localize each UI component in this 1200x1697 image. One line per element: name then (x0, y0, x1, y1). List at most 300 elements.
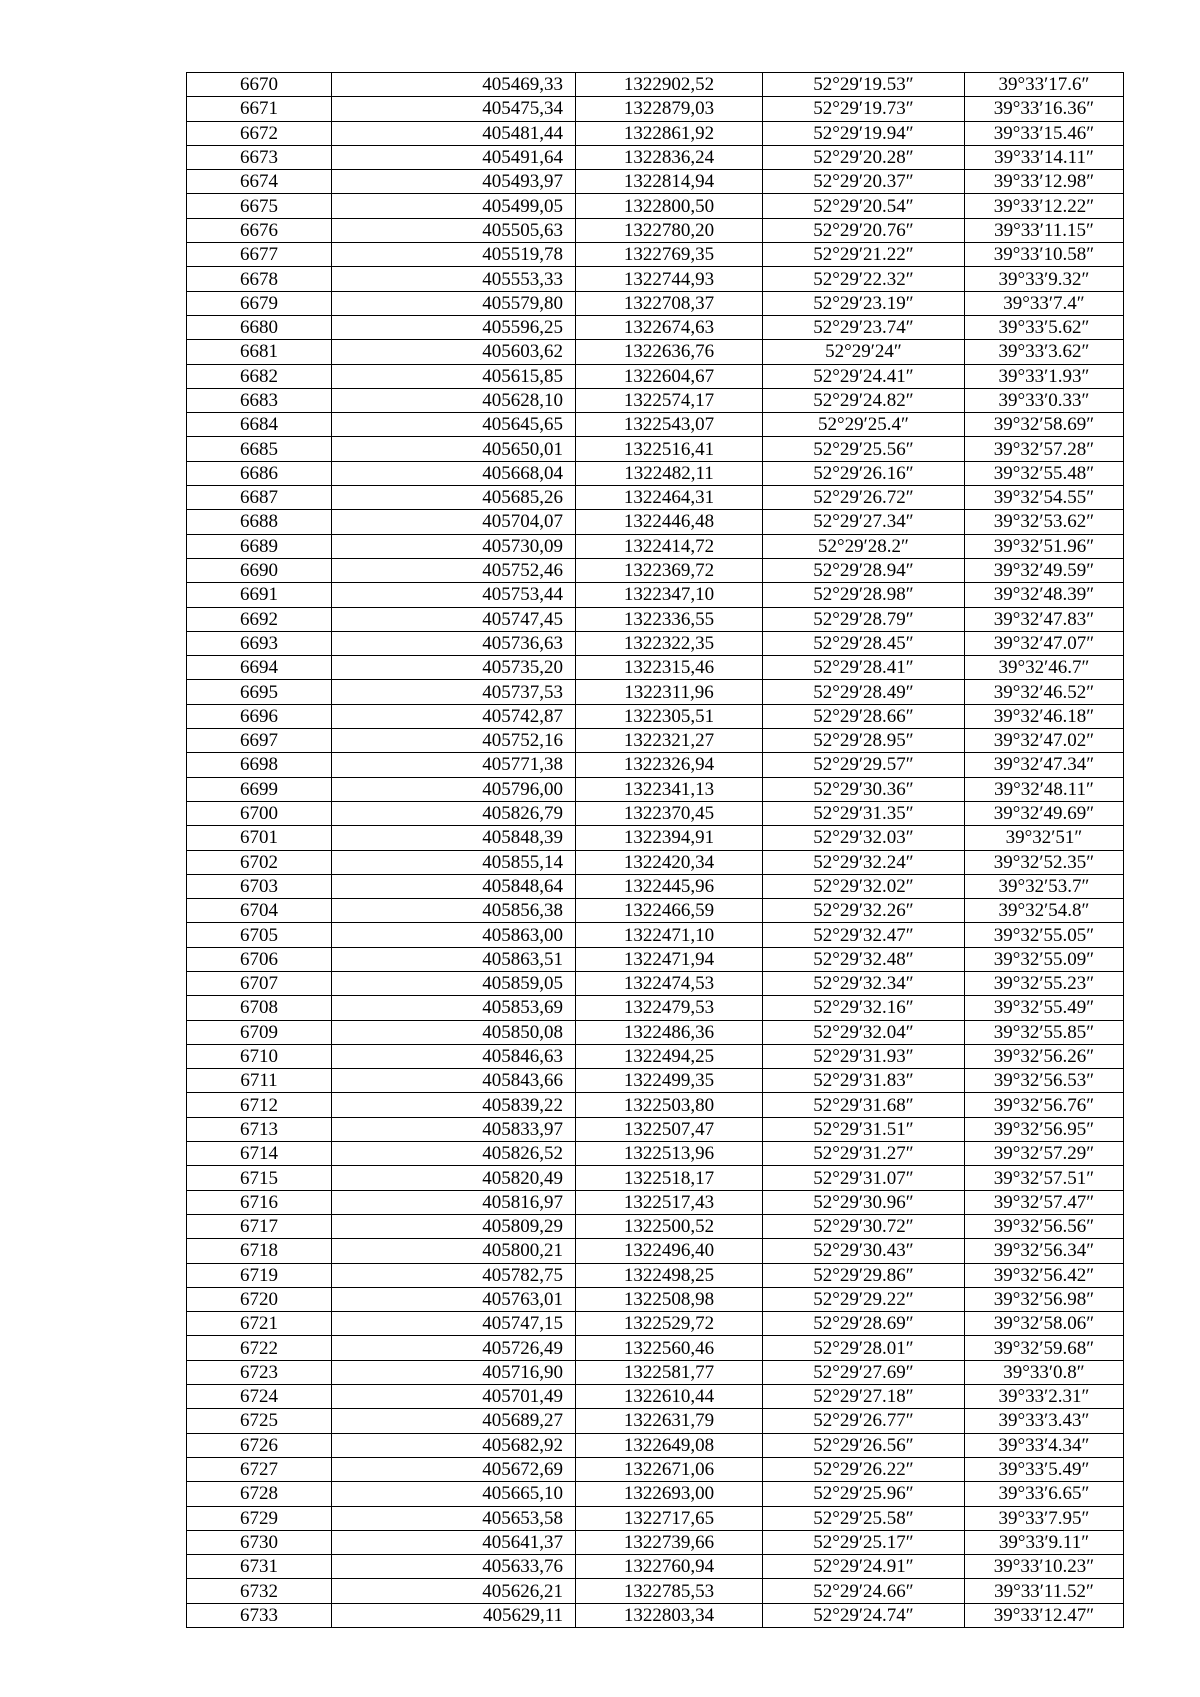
y-coordinate-cell: 1322879,03 (576, 97, 763, 121)
table-row (187, 1093, 1124, 1117)
latitude-cell: 52°29′28.41″ (763, 656, 965, 680)
latitude-cell: 52°29′24.74″ (763, 1603, 965, 1627)
x-coordinate-cell: 405859,05 (332, 971, 576, 995)
point-number-cell: 6671 (187, 97, 332, 121)
x-coordinate-cell: 405747,15 (332, 1312, 576, 1336)
latitude-cell: 52°29′26.77″ (763, 1409, 965, 1433)
longitude-cell: 39°33′0.8″ (965, 1360, 1124, 1384)
x-coordinate-cell: 405730,09 (332, 534, 576, 558)
y-coordinate-cell: 1322341,13 (576, 777, 763, 801)
point-number-cell: 6733 (187, 1603, 332, 1627)
y-coordinate-cell: 1322503,80 (576, 1093, 763, 1117)
longitude-cell: 39°33′3.62″ (965, 340, 1124, 364)
point-number-cell: 6700 (187, 801, 332, 825)
point-number-cell: 6708 (187, 996, 332, 1020)
longitude-cell: 39°33′10.58″ (965, 243, 1124, 267)
point-number-cell: 6721 (187, 1312, 332, 1336)
x-coordinate-cell: 405668,04 (332, 461, 576, 485)
table-row (187, 874, 1124, 898)
point-number-cell: 6674 (187, 170, 332, 194)
x-coordinate-cell: 405863,51 (332, 947, 576, 971)
point-number-cell: 6684 (187, 413, 332, 437)
x-coordinate-cell: 405701,49 (332, 1385, 576, 1409)
y-coordinate-cell: 1322326,94 (576, 753, 763, 777)
point-number-cell: 6729 (187, 1506, 332, 1530)
x-coordinate-cell: 405782,75 (332, 1263, 576, 1287)
latitude-cell: 52°29′28.98″ (763, 583, 965, 607)
x-coordinate-cell: 405716,90 (332, 1360, 576, 1384)
latitude-cell: 52°29′30.36″ (763, 777, 965, 801)
y-coordinate-cell: 1322574,17 (576, 388, 763, 412)
x-coordinate-cell: 405603,62 (332, 340, 576, 364)
table-row (187, 680, 1124, 704)
table-row (187, 1214, 1124, 1238)
longitude-cell: 39°33′12.98″ (965, 170, 1124, 194)
x-coordinate-cell: 405596,25 (332, 315, 576, 339)
point-number-cell: 6719 (187, 1263, 332, 1287)
latitude-cell: 52°29′31.35″ (763, 801, 965, 825)
x-coordinate-cell: 405499,05 (332, 194, 576, 218)
x-coordinate-cell: 405672,69 (332, 1457, 576, 1481)
longitude-cell: 39°32′59.68″ (965, 1336, 1124, 1360)
y-coordinate-cell: 1322604,67 (576, 364, 763, 388)
y-coordinate-cell: 1322494,25 (576, 1044, 763, 1068)
point-number-cell: 6728 (187, 1482, 332, 1506)
x-coordinate-cell: 405848,39 (332, 826, 576, 850)
longitude-cell: 39°32′47.34″ (965, 753, 1124, 777)
longitude-cell: 39°33′12.47″ (965, 1603, 1124, 1627)
latitude-cell: 52°29′19.53″ (763, 73, 965, 97)
longitude-cell: 39°32′51.96″ (965, 534, 1124, 558)
table-row (187, 1506, 1124, 1530)
latitude-cell: 52°29′24.82″ (763, 388, 965, 412)
longitude-cell: 39°32′47.83″ (965, 607, 1124, 631)
longitude-cell: 39°32′46.52″ (965, 680, 1124, 704)
point-number-cell: 6710 (187, 1044, 332, 1068)
table-row (187, 1482, 1124, 1506)
x-coordinate-cell: 405771,38 (332, 753, 576, 777)
latitude-cell: 52°29′20.28″ (763, 145, 965, 169)
y-coordinate-cell: 1322321,27 (576, 729, 763, 753)
y-coordinate-cell: 1322471,94 (576, 947, 763, 971)
latitude-cell: 52°29′25.4″ (763, 413, 965, 437)
point-number-cell: 6698 (187, 753, 332, 777)
x-coordinate-cell: 405848,64 (332, 874, 576, 898)
point-number-cell: 6701 (187, 826, 332, 850)
table-row (187, 121, 1124, 145)
latitude-cell: 52°29′28.01″ (763, 1336, 965, 1360)
coordinates-table (186, 72, 1124, 1628)
latitude-cell: 52°29′31.27″ (763, 1142, 965, 1166)
y-coordinate-cell: 1322336,55 (576, 607, 763, 631)
latitude-cell: 52°29′28.66″ (763, 704, 965, 728)
y-coordinate-cell: 1322581,77 (576, 1360, 763, 1384)
latitude-cell: 52°29′27.18″ (763, 1385, 965, 1409)
y-coordinate-cell: 1322671,06 (576, 1457, 763, 1481)
latitude-cell: 52°29′32.03″ (763, 826, 965, 850)
x-coordinate-cell: 405493,97 (332, 170, 576, 194)
y-coordinate-cell: 1322414,72 (576, 534, 763, 558)
table-row (187, 1360, 1124, 1384)
y-coordinate-cell: 1322369,72 (576, 558, 763, 582)
y-coordinate-cell: 1322446,48 (576, 510, 763, 534)
table-row (187, 1530, 1124, 1554)
y-coordinate-cell: 1322445,96 (576, 874, 763, 898)
longitude-cell: 39°32′56.34″ (965, 1239, 1124, 1263)
latitude-cell: 52°29′22.32″ (763, 267, 965, 291)
point-number-cell: 6694 (187, 656, 332, 680)
point-number-cell: 6727 (187, 1457, 332, 1481)
latitude-cell: 52°29′20.76″ (763, 218, 965, 242)
y-coordinate-cell: 1322610,44 (576, 1385, 763, 1409)
y-coordinate-cell: 1322305,51 (576, 704, 763, 728)
longitude-cell: 39°33′0.33″ (965, 388, 1124, 412)
table-row (187, 340, 1124, 364)
longitude-cell: 39°32′46.7″ (965, 656, 1124, 680)
longitude-cell: 39°32′52.35″ (965, 850, 1124, 874)
longitude-cell: 39°32′56.76″ (965, 1093, 1124, 1117)
longitude-cell: 39°33′2.31″ (965, 1385, 1124, 1409)
longitude-cell: 39°33′10.23″ (965, 1555, 1124, 1579)
point-number-cell: 6673 (187, 145, 332, 169)
x-coordinate-cell: 405856,38 (332, 899, 576, 923)
table-row (187, 777, 1124, 801)
longitude-cell: 39°33′6.65″ (965, 1482, 1124, 1506)
table-row (187, 1433, 1124, 1457)
x-coordinate-cell: 405737,53 (332, 680, 576, 704)
table-row (187, 558, 1124, 582)
table-row (187, 1263, 1124, 1287)
latitude-cell: 52°29′26.56″ (763, 1433, 965, 1457)
longitude-cell: 39°33′4.34″ (965, 1433, 1124, 1457)
table-row (187, 315, 1124, 339)
table-row (187, 1579, 1124, 1603)
latitude-cell: 52°29′23.19″ (763, 291, 965, 315)
longitude-cell: 39°33′7.95″ (965, 1506, 1124, 1530)
table-row (187, 1239, 1124, 1263)
x-coordinate-cell: 405863,00 (332, 923, 576, 947)
longitude-cell: 39°32′55.09″ (965, 947, 1124, 971)
longitude-cell: 39°32′58.69″ (965, 413, 1124, 437)
y-coordinate-cell: 1322507,47 (576, 1117, 763, 1141)
x-coordinate-cell: 405491,64 (332, 145, 576, 169)
latitude-cell: 52°29′28.45″ (763, 631, 965, 655)
table-row (187, 291, 1124, 315)
y-coordinate-cell: 1322674,63 (576, 315, 763, 339)
longitude-cell: 39°32′46.18″ (965, 704, 1124, 728)
point-number-cell: 6702 (187, 850, 332, 874)
latitude-cell: 52°29′23.74″ (763, 315, 965, 339)
latitude-cell: 52°29′25.96″ (763, 1482, 965, 1506)
table-row (187, 1190, 1124, 1214)
point-number-cell: 6711 (187, 1069, 332, 1093)
point-number-cell: 6718 (187, 1239, 332, 1263)
latitude-cell: 52°29′29.57″ (763, 753, 965, 777)
point-number-cell: 6723 (187, 1360, 332, 1384)
longitude-cell: 39°32′56.98″ (965, 1287, 1124, 1311)
latitude-cell: 52°29′28.95″ (763, 729, 965, 753)
longitude-cell: 39°33′17.6″ (965, 73, 1124, 97)
latitude-cell: 52°29′26.16″ (763, 461, 965, 485)
latitude-cell: 52°29′19.94″ (763, 121, 965, 145)
y-coordinate-cell: 1322471,10 (576, 923, 763, 947)
point-number-cell: 6715 (187, 1166, 332, 1190)
y-coordinate-cell: 1322529,72 (576, 1312, 763, 1336)
point-number-cell: 6716 (187, 1190, 332, 1214)
point-number-cell: 6703 (187, 874, 332, 898)
x-coordinate-cell: 405645,65 (332, 413, 576, 437)
table-row (187, 1287, 1124, 1311)
table-row (187, 801, 1124, 825)
latitude-cell: 52°29′28.49″ (763, 680, 965, 704)
longitude-cell: 39°33′12.22″ (965, 194, 1124, 218)
latitude-cell: 52°29′32.34″ (763, 971, 965, 995)
latitude-cell: 52°29′32.24″ (763, 850, 965, 874)
point-number-cell: 6724 (187, 1385, 332, 1409)
point-number-cell: 6693 (187, 631, 332, 655)
y-coordinate-cell: 1322311,96 (576, 680, 763, 704)
x-coordinate-cell: 405752,46 (332, 558, 576, 582)
point-number-cell: 6681 (187, 340, 332, 364)
latitude-cell: 52°29′31.07″ (763, 1166, 965, 1190)
point-number-cell: 6690 (187, 558, 332, 582)
point-number-cell: 6707 (187, 971, 332, 995)
longitude-cell: 39°32′47.02″ (965, 729, 1124, 753)
point-number-cell: 6672 (187, 121, 332, 145)
y-coordinate-cell: 1322769,35 (576, 243, 763, 267)
y-coordinate-cell: 1322518,17 (576, 1166, 763, 1190)
x-coordinate-cell: 405633,76 (332, 1555, 576, 1579)
point-number-cell: 6714 (187, 1142, 332, 1166)
point-number-cell: 6713 (187, 1117, 332, 1141)
y-coordinate-cell: 1322498,25 (576, 1263, 763, 1287)
table-row (187, 729, 1124, 753)
longitude-cell: 39°32′53.62″ (965, 510, 1124, 534)
latitude-cell: 52°29′29.86″ (763, 1263, 965, 1287)
table-row (187, 899, 1124, 923)
x-coordinate-cell: 405839,22 (332, 1093, 576, 1117)
x-coordinate-cell: 405763,01 (332, 1287, 576, 1311)
y-coordinate-cell: 1322464,31 (576, 486, 763, 510)
latitude-cell: 52°29′31.93″ (763, 1044, 965, 1068)
x-coordinate-cell: 405753,44 (332, 583, 576, 607)
x-coordinate-cell: 405469,33 (332, 73, 576, 97)
table-row (187, 1044, 1124, 1068)
point-number-cell: 6675 (187, 194, 332, 218)
y-coordinate-cell: 1322708,37 (576, 291, 763, 315)
point-number-cell: 6705 (187, 923, 332, 947)
longitude-cell: 39°32′51″ (965, 826, 1124, 850)
latitude-cell: 52°29′30.43″ (763, 1239, 965, 1263)
x-coordinate-cell: 405800,21 (332, 1239, 576, 1263)
table-row (187, 194, 1124, 218)
table-row (187, 826, 1124, 850)
table-row (187, 1117, 1124, 1141)
table-row (187, 170, 1124, 194)
y-coordinate-cell: 1322836,24 (576, 145, 763, 169)
latitude-cell: 52°29′31.68″ (763, 1093, 965, 1117)
longitude-cell: 39°32′54.8″ (965, 899, 1124, 923)
longitude-cell: 39°32′56.42″ (965, 1263, 1124, 1287)
latitude-cell: 52°29′32.02″ (763, 874, 965, 898)
table-row (187, 1336, 1124, 1360)
longitude-cell: 39°32′49.69″ (965, 801, 1124, 825)
point-number-cell: 6688 (187, 510, 332, 534)
y-coordinate-cell: 1322814,94 (576, 170, 763, 194)
point-number-cell: 6712 (187, 1093, 332, 1117)
latitude-cell: 52°29′25.17″ (763, 1530, 965, 1554)
x-coordinate-cell: 405505,63 (332, 218, 576, 242)
latitude-cell: 52°29′27.34″ (763, 510, 965, 534)
longitude-cell: 39°32′56.26″ (965, 1044, 1124, 1068)
y-coordinate-cell: 1322322,35 (576, 631, 763, 655)
point-number-cell: 6720 (187, 1287, 332, 1311)
latitude-cell: 52°29′28.94″ (763, 558, 965, 582)
table-row (187, 1385, 1124, 1409)
table-row (187, 534, 1124, 558)
y-coordinate-cell: 1322500,52 (576, 1214, 763, 1238)
y-coordinate-cell: 1322479,53 (576, 996, 763, 1020)
x-coordinate-cell: 405665,10 (332, 1482, 576, 1506)
x-coordinate-cell: 405704,07 (332, 510, 576, 534)
longitude-cell: 39°32′55.85″ (965, 1020, 1124, 1044)
table-row (187, 97, 1124, 121)
x-coordinate-cell: 405685,26 (332, 486, 576, 510)
table-row (187, 73, 1124, 97)
x-coordinate-cell: 405553,33 (332, 267, 576, 291)
point-number-cell: 6699 (187, 777, 332, 801)
point-number-cell: 6686 (187, 461, 332, 485)
point-number-cell: 6682 (187, 364, 332, 388)
y-coordinate-cell: 1322649,08 (576, 1433, 763, 1457)
longitude-cell: 39°33′11.15″ (965, 218, 1124, 242)
x-coordinate-cell: 405475,34 (332, 97, 576, 121)
y-coordinate-cell: 1322861,92 (576, 121, 763, 145)
longitude-cell: 39°33′7.4″ (965, 291, 1124, 315)
y-coordinate-cell: 1322800,50 (576, 194, 763, 218)
point-number-cell: 6677 (187, 243, 332, 267)
point-number-cell: 6731 (187, 1555, 332, 1579)
y-coordinate-cell: 1322517,43 (576, 1190, 763, 1214)
x-coordinate-cell: 405650,01 (332, 437, 576, 461)
table-row (187, 656, 1124, 680)
table-row (187, 267, 1124, 291)
point-number-cell: 6683 (187, 388, 332, 412)
y-coordinate-cell: 1322803,34 (576, 1603, 763, 1627)
y-coordinate-cell: 1322717,65 (576, 1506, 763, 1530)
coordinates-table-body (187, 73, 1124, 1628)
longitude-cell: 39°33′15.46″ (965, 121, 1124, 145)
table-row (187, 923, 1124, 947)
longitude-cell: 39°33′14.11″ (965, 145, 1124, 169)
point-number-cell: 6717 (187, 1214, 332, 1238)
table-row (187, 388, 1124, 412)
x-coordinate-cell: 405579,80 (332, 291, 576, 315)
latitude-cell: 52°29′32.47″ (763, 923, 965, 947)
latitude-cell: 52°29′32.04″ (763, 1020, 965, 1044)
table-row (187, 486, 1124, 510)
table-row (187, 1069, 1124, 1093)
latitude-cell: 52°29′29.22″ (763, 1287, 965, 1311)
x-coordinate-cell: 405747,45 (332, 607, 576, 631)
longitude-cell: 39°32′49.59″ (965, 558, 1124, 582)
x-coordinate-cell: 405615,85 (332, 364, 576, 388)
point-number-cell: 6680 (187, 315, 332, 339)
x-coordinate-cell: 405850,08 (332, 1020, 576, 1044)
table-row (187, 510, 1124, 534)
table-row (187, 704, 1124, 728)
x-coordinate-cell: 405826,52 (332, 1142, 576, 1166)
table-row (187, 631, 1124, 655)
latitude-cell: 52°29′20.37″ (763, 170, 965, 194)
table-row (187, 1409, 1124, 1433)
point-number-cell: 6695 (187, 680, 332, 704)
latitude-cell: 52°29′21.22″ (763, 243, 965, 267)
longitude-cell: 39°32′55.49″ (965, 996, 1124, 1020)
x-coordinate-cell: 405796,00 (332, 777, 576, 801)
table-row (187, 971, 1124, 995)
latitude-cell: 52°29′28.79″ (763, 607, 965, 631)
y-coordinate-cell: 1322516,41 (576, 437, 763, 461)
table-row (187, 583, 1124, 607)
table-row (187, 1142, 1124, 1166)
point-number-cell: 6732 (187, 1579, 332, 1603)
table-row (187, 218, 1124, 242)
table-row (187, 1603, 1124, 1627)
table-row (187, 1312, 1124, 1336)
longitude-cell: 39°32′48.39″ (965, 583, 1124, 607)
table-row (187, 947, 1124, 971)
point-number-cell: 6670 (187, 73, 332, 97)
y-coordinate-cell: 1322466,59 (576, 899, 763, 923)
longitude-cell: 39°32′56.53″ (965, 1069, 1124, 1093)
longitude-cell: 39°32′57.47″ (965, 1190, 1124, 1214)
x-coordinate-cell: 405846,63 (332, 1044, 576, 1068)
y-coordinate-cell: 1322560,46 (576, 1336, 763, 1360)
point-number-cell: 6726 (187, 1433, 332, 1457)
x-coordinate-cell: 405481,44 (332, 121, 576, 145)
y-coordinate-cell: 1322420,34 (576, 850, 763, 874)
x-coordinate-cell: 405629,11 (332, 1603, 576, 1627)
latitude-cell: 52°29′24″ (763, 340, 965, 364)
longitude-cell: 39°32′47.07″ (965, 631, 1124, 655)
y-coordinate-cell: 1322394,91 (576, 826, 763, 850)
latitude-cell: 52°29′32.48″ (763, 947, 965, 971)
longitude-cell: 39°33′5.49″ (965, 1457, 1124, 1481)
y-coordinate-cell: 1322636,76 (576, 340, 763, 364)
table-row (187, 243, 1124, 267)
y-coordinate-cell: 1322499,35 (576, 1069, 763, 1093)
y-coordinate-cell: 1322739,66 (576, 1530, 763, 1554)
latitude-cell: 52°29′24.41″ (763, 364, 965, 388)
x-coordinate-cell: 405736,63 (332, 631, 576, 655)
x-coordinate-cell: 405689,27 (332, 1409, 576, 1433)
y-coordinate-cell: 1322744,93 (576, 267, 763, 291)
point-number-cell: 6685 (187, 437, 332, 461)
table-row (187, 145, 1124, 169)
point-number-cell: 6704 (187, 899, 332, 923)
y-coordinate-cell: 1322474,53 (576, 971, 763, 995)
point-number-cell: 6706 (187, 947, 332, 971)
y-coordinate-cell: 1322693,00 (576, 1482, 763, 1506)
x-coordinate-cell: 405853,69 (332, 996, 576, 1020)
longitude-cell: 39°32′48.11″ (965, 777, 1124, 801)
y-coordinate-cell: 1322482,11 (576, 461, 763, 485)
x-coordinate-cell: 405855,14 (332, 850, 576, 874)
longitude-cell: 39°33′5.62″ (965, 315, 1124, 339)
latitude-cell: 52°29′28.69″ (763, 1312, 965, 1336)
y-coordinate-cell: 1322785,53 (576, 1579, 763, 1603)
